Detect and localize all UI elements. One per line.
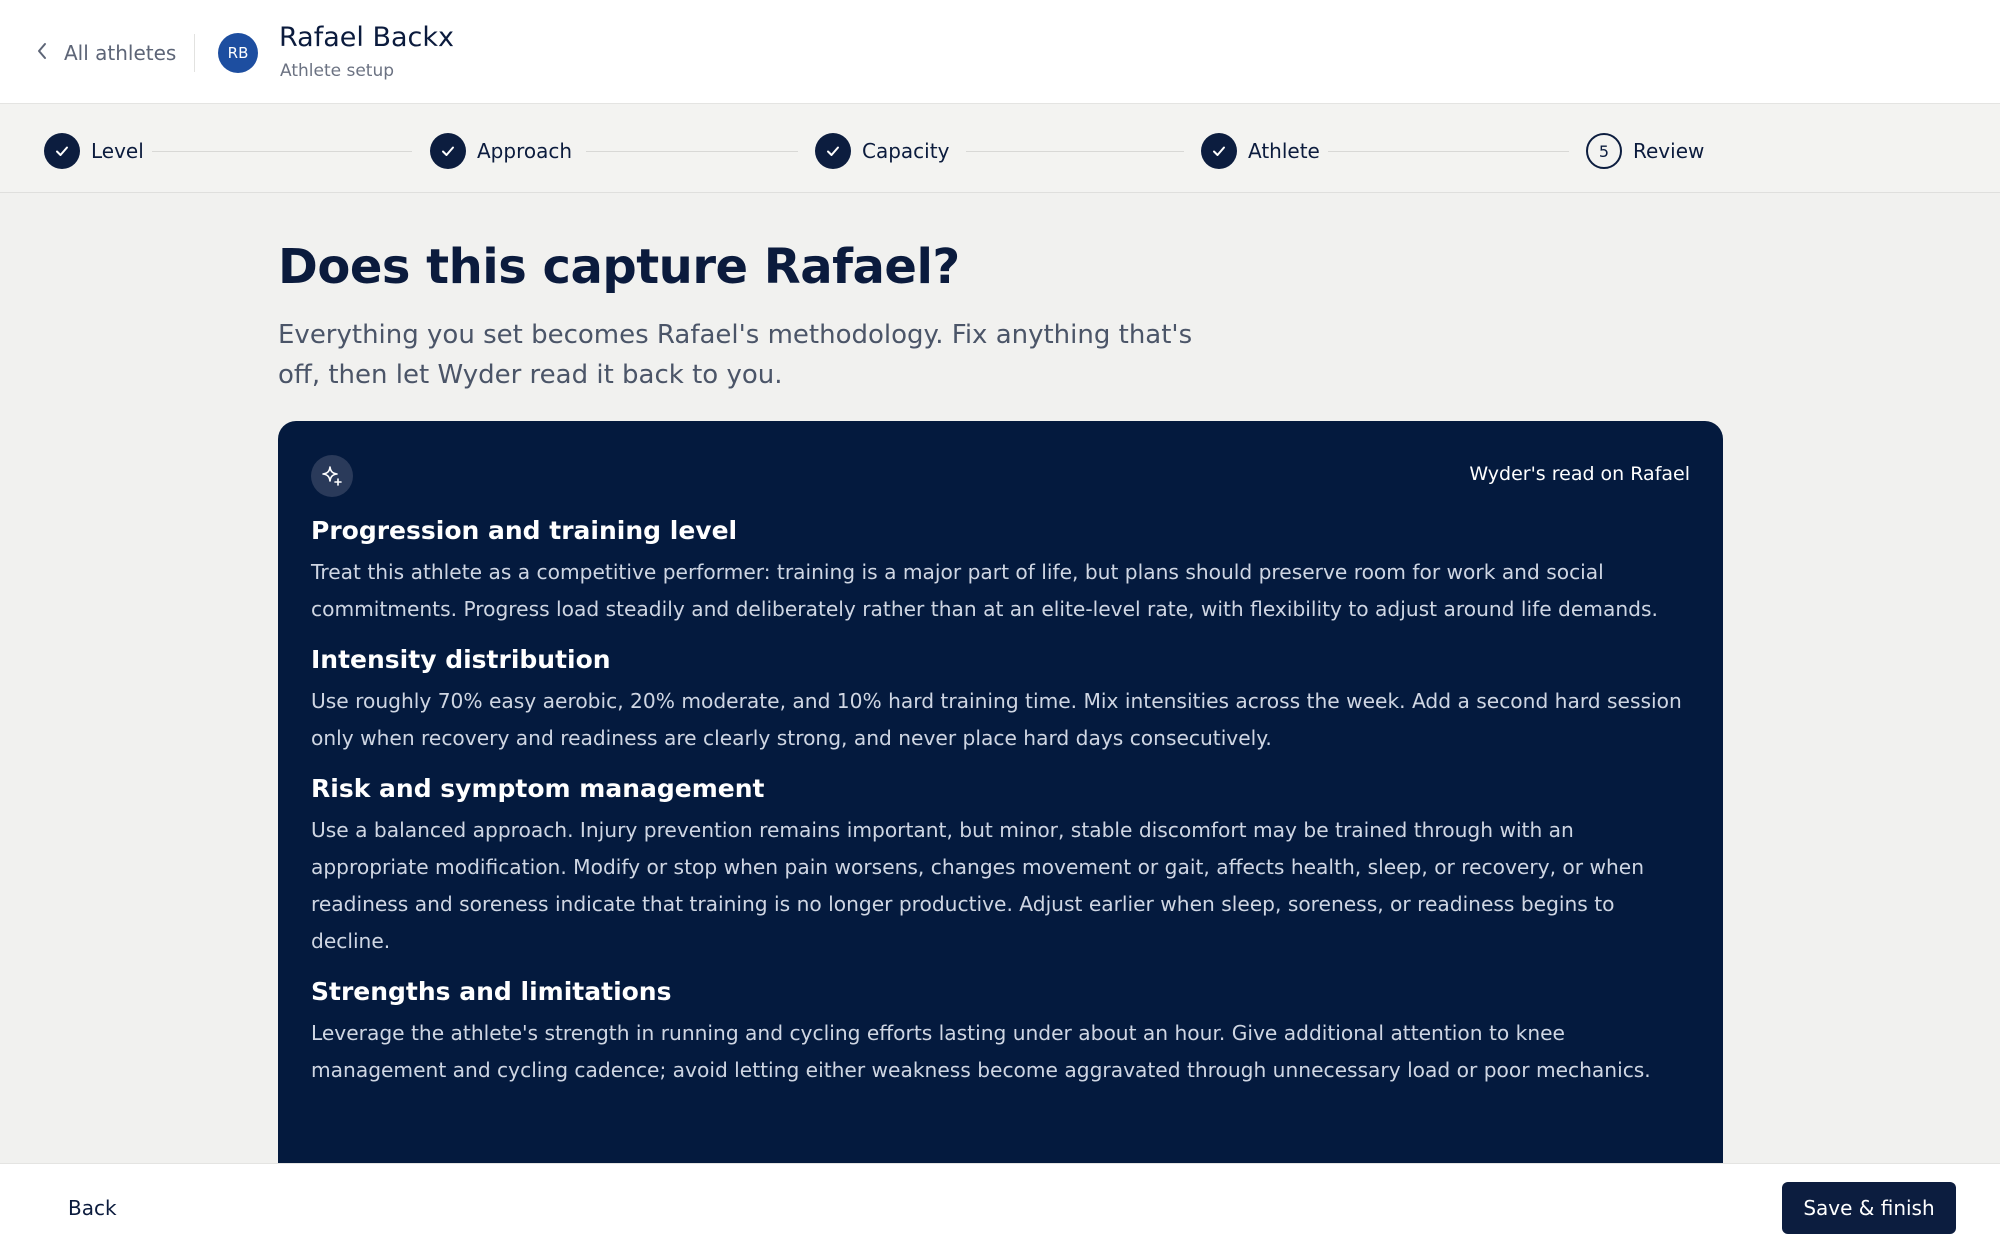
chevron-left-icon bbox=[36, 42, 48, 65]
section-body: Use roughly 70% easy aerobic, 20% moderate, and 10% hard training time. Mix intensities across the week. Add a second hard session only when recovery and readiness are clearly strong, and never place hard days consecutively. bbox=[311, 689, 1682, 750]
step-review[interactable] bbox=[1586, 133, 1704, 169]
header-divider bbox=[194, 34, 195, 72]
summary-sections bbox=[311, 513, 1696, 1103]
athlete-name: Rafael Backx bbox=[279, 22, 454, 53]
page-subtitle: Everything you set becomes Rafael's methodology. Fix anything that's off, then let Wyder read it back to you. bbox=[278, 320, 1193, 390]
step-label: Athlete bbox=[1248, 139, 1320, 163]
page-title: Does this capture Rafael? bbox=[278, 239, 960, 295]
setup-stepper bbox=[0, 104, 2000, 193]
step-label: Approach bbox=[477, 139, 573, 163]
section-body: Leverage the athlete's strength in running and cycling efforts lasting under about an hour. Give additional attention to knee management and cycling cadence; avoid letting either weakness become aggravated through unnecessary load or poor mechanics. bbox=[311, 1021, 1651, 1082]
avatar: RB bbox=[218, 33, 258, 73]
step-label: Capacity bbox=[862, 139, 950, 163]
section-title: Strengths and limitations bbox=[311, 977, 672, 1006]
check-icon bbox=[430, 133, 466, 169]
summary-section bbox=[311, 974, 1696, 1089]
step-connector bbox=[152, 151, 412, 152]
step-athlete[interactable] bbox=[1201, 133, 1320, 169]
summary-section bbox=[311, 513, 1696, 628]
all-athletes-label: All athletes bbox=[64, 41, 177, 65]
section-title: Progression and training level bbox=[311, 516, 738, 545]
step-approach[interactable] bbox=[430, 133, 572, 169]
step-connector bbox=[966, 151, 1184, 152]
summary-card bbox=[278, 421, 1723, 1181]
section-title: Risk and symptom management bbox=[311, 774, 765, 803]
step-level[interactable] bbox=[44, 133, 144, 169]
summary-section bbox=[311, 642, 1696, 757]
check-icon bbox=[44, 133, 80, 169]
step-connector bbox=[586, 151, 798, 152]
section-body: Treat this athlete as a competitive performer: training is a major part of life, but plans should preserve room for work and social commitments. Progress load steadily and deliberately rather than at an elite-level rate, with flexibility to adjust around life demands. bbox=[311, 560, 1658, 621]
section-title: Intensity distribution bbox=[311, 645, 611, 674]
check-icon bbox=[815, 133, 851, 169]
footer-bar bbox=[0, 1163, 2000, 1250]
save-finish-button[interactable]: Save & finish bbox=[1782, 1182, 1956, 1234]
summary-section bbox=[311, 771, 1696, 960]
all-athletes-link[interactable] bbox=[36, 38, 176, 68]
step-label: Review bbox=[1633, 139, 1705, 163]
sparkle-icon bbox=[311, 455, 353, 497]
section-body: Use a balanced approach. Injury prevention remains important, but minor, stable discomfort may be trained through with an appropriate modification. Modify or stop when pain worsens, changes movement or gait, affects health, sleep, or recovery, or when readiness and soreness indicate that training is no longer productive. Adjust earlier when sleep, soreness, or readiness begins to decline. bbox=[311, 818, 1645, 953]
step-capacity[interactable] bbox=[815, 133, 949, 169]
top-bar bbox=[0, 0, 2000, 104]
athlete-subtitle: Athlete setup bbox=[280, 61, 395, 81]
check-icon bbox=[1201, 133, 1237, 169]
card-label: Wyder's read on Rafael bbox=[1469, 463, 1690, 485]
step-label: Level bbox=[91, 139, 144, 163]
step-number-badge: 5 bbox=[1586, 133, 1622, 169]
back-button[interactable]: Back bbox=[68, 1196, 117, 1220]
step-connector bbox=[1328, 151, 1569, 152]
